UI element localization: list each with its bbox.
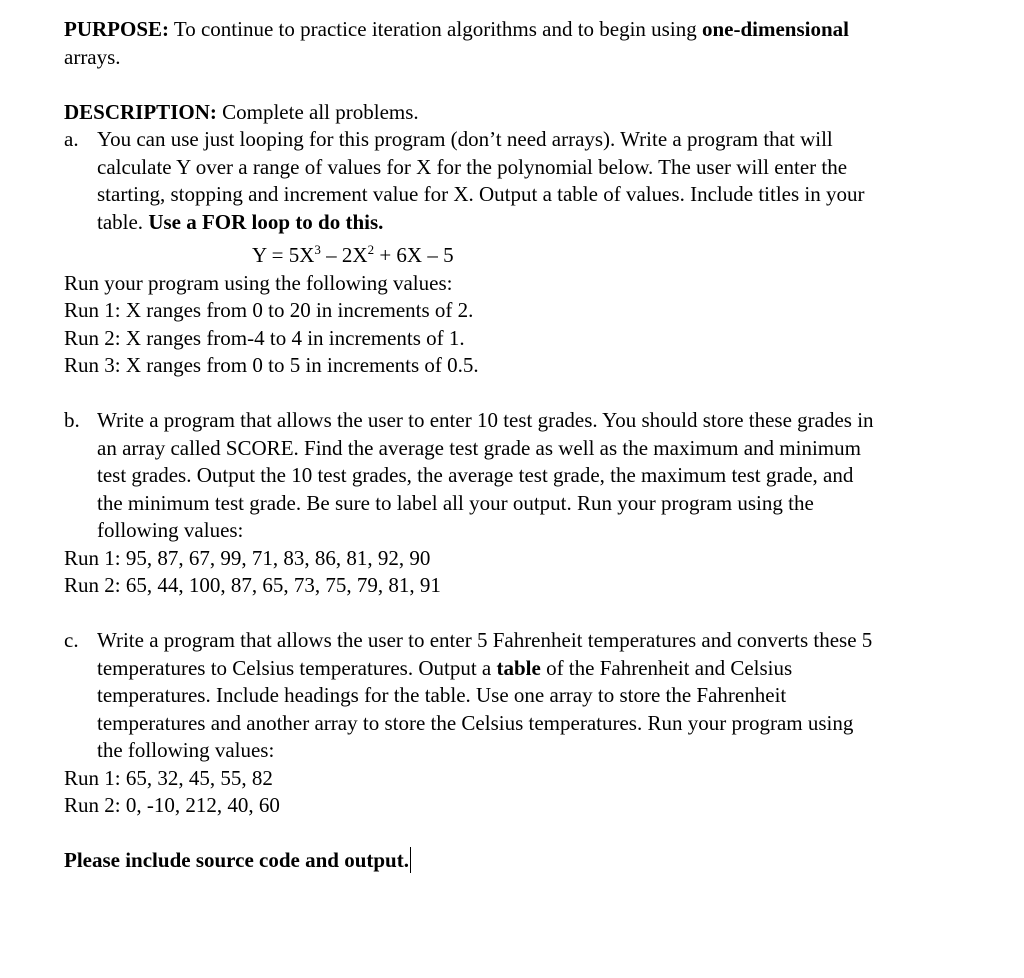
closing-text: Please include source code and output. [64,848,409,872]
problem-b-run: Run 2: 65, 44, 100, 87, 65, 73, 75, 79, 81, 91 [64,573,441,597]
purpose-bold-text: one-dimensional [701,17,849,41]
purpose-text: To continue to practice iteration algorithms and to begin using [173,17,697,41]
problem-a-bold-instruction: Use a FOR loop to do this. [148,209,384,234]
problem-c-marker: c. [64,628,79,652]
description-heading [64,99,944,127]
problem-a-line: table. [97,209,144,234]
problem-a-marker: a. [64,127,79,151]
problem-b-line: an array called SCORE. Find the average test grade as well as the maximum and minimum [97,435,861,460]
problem-b-line: test grades. Output the 10 test grades, the average test grade, the maximum test grade, and [97,463,854,487]
problem-b-marker: b. [64,408,80,432]
description-label: DESCRIPTION: [64,99,217,124]
problem-c-line: of the Fahrenheit and Celsius [546,655,793,680]
purpose-text-continued: arrays. [64,44,121,69]
problem-c-line: Write a program that allows the user to enter 5 Fahrenheit temperatures and converts these 5 [97,628,873,652]
polynomial-formula: $Y = 5X^3 - 2X^2 + 6X - 5$ [252,242,454,267]
problem-a-line: calculate Y over a range of values for X for the polynomial below. The user will enter the [97,154,848,179]
problem-b-line: Write a program that allows the user to enter 10 test grades. You should store these grades in [97,408,874,432]
problem-a-run: Run 2: X ranges from-4 to 4 in increments of 1. [64,325,465,350]
problem-b-line: following values: [97,518,244,542]
problem-c-run: Run 2: 0, -10, 212, 40, 60 [64,793,280,817]
problem-c-bold-word: table [496,655,541,680]
problem-b-line: the minimum test grade. Be sure to label all your output. Run your program using the [97,490,814,515]
problem-b-run: Run 1: 95, 87, 67, 99, 71, 83, 86, 81, 92, 90 [64,545,431,570]
text-cursor [410,847,411,873]
problem-a-runs-intro: Run your program using the following values: [64,270,453,295]
problem-a-run: Run 1: X ranges from 0 to 20 in increments of 2. [64,298,474,322]
problem-a-line: starting, stopping and increment value for X. Output a table of values. Include titles in your [97,182,865,206]
problem-c [64,627,944,765]
problem-b [64,407,944,545]
problem-c-run: Run 1: 65, 32, 45, 55, 82 [64,765,273,790]
problem-c-line: temperatures and another array to store the Celsius temperatures. Run your program using [97,710,854,735]
problem-c-line: temperatures to Celsius temperatures. Output a [97,655,492,680]
problem-c-line: the following values: [97,738,275,762]
problem-a-line: You can use just looping for this program (don’t need arrays). Write a program that will [97,127,833,151]
closing-instruction[interactable] [64,847,944,875]
description-text: Complete all problems. [222,99,419,124]
purpose-section [64,16,944,71]
purpose-label: PURPOSE: [64,17,169,41]
problem-c-line: temperatures. Include headings for the table. Use one array to store the Fahrenheit [97,683,787,707]
problem-a-run: Run 3: X ranges from 0 to 5 in increments of 0.5. [64,353,479,377]
problem-a [64,126,944,270]
